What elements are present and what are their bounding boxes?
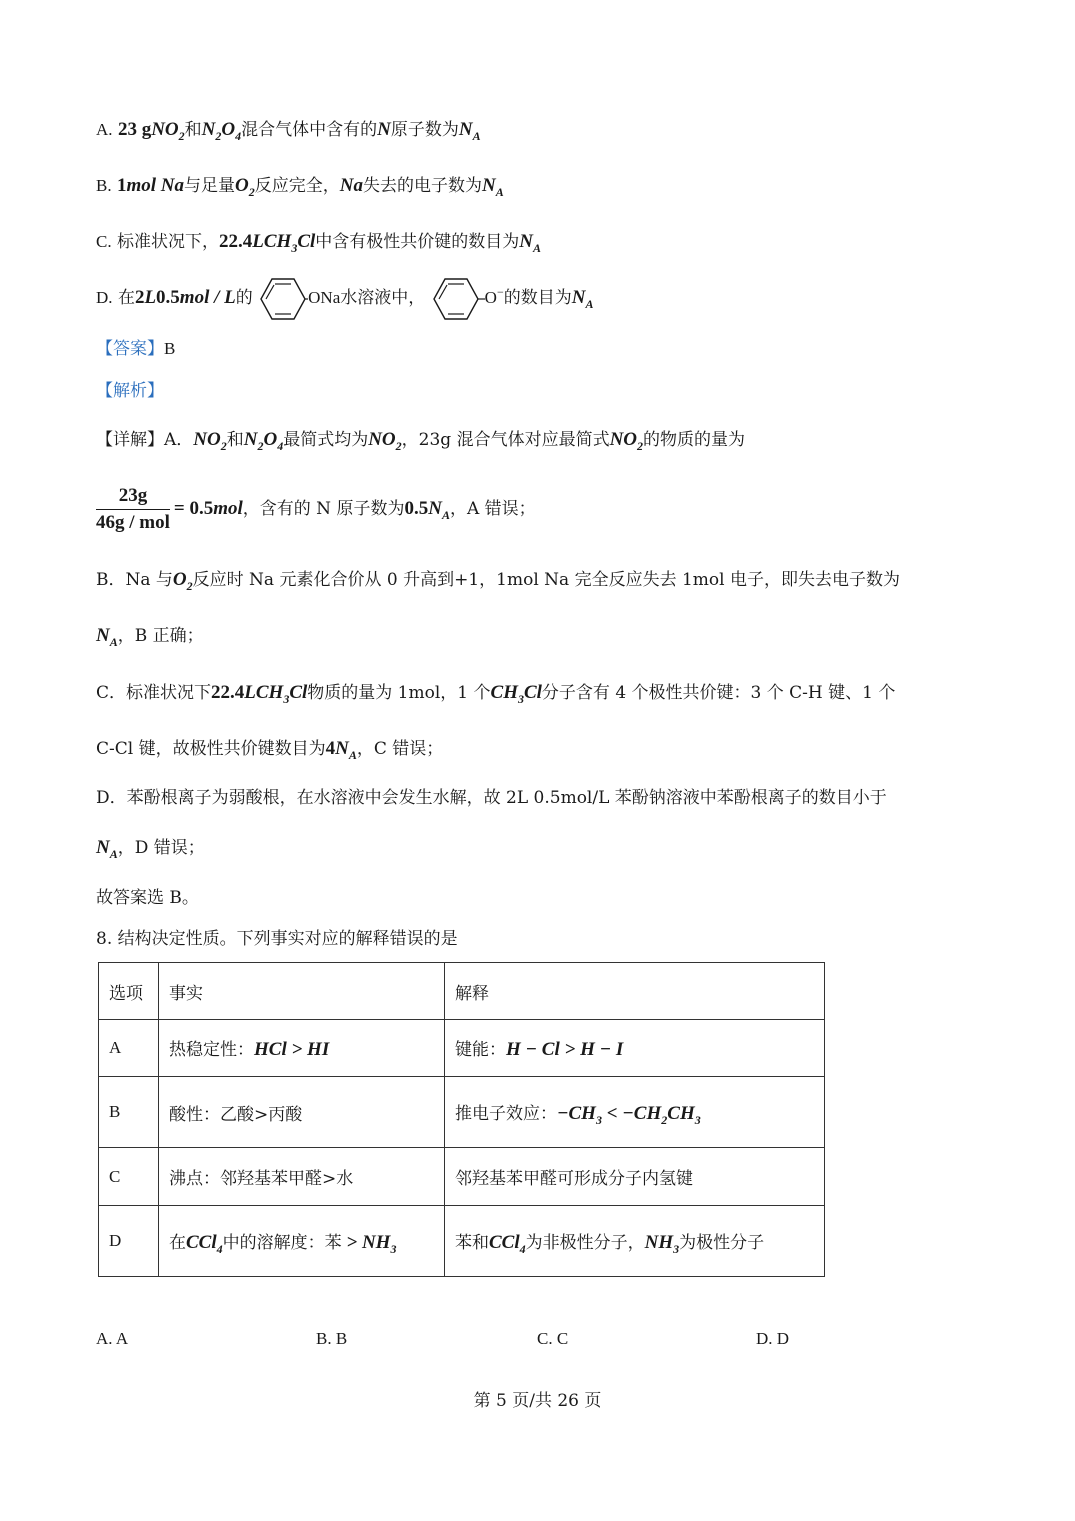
table-row: D 在CCl$_4$中的溶解度：苯 > $NH_3$ 苯和CCl$_4$为非极性分子，$NH_3$为极性分子 [99,1206,825,1277]
option-a: A. 23 gNO$_2$和$N_2O_4$混合气体中含有的N原子数为$N_A$ [96,119,481,143]
table-header-row [99,963,825,1020]
question-8-stem: 8. 结构决定性质。下列事实对应的解释错误的是 [96,929,458,949]
option-b: B. 1mol Na与足量$O_2$反应完全，Na失去的电子数为$N_A$ [96,175,504,199]
conclusion: 故答案选 B。 [96,888,199,908]
detail-a-line1: 【详解】A．$NO_2$和$N_2O_4$最简式均为$NO_2$，23g 混合气体对应最简式$NO_2$的物质的量为 [96,429,746,453]
answer-tag: 【答案】 [96,339,164,359]
table-row: A 热稳定性：HCl > HI 键能：H − Cl > H − I [99,1020,825,1077]
option-c: C. 标准状况下，$22.4LCH_3Cl$中含有极性共价键的数目为$N_A$ [96,231,542,255]
choice-d[interactable]: D. D [756,1329,790,1348]
detail-b-line1: B．Na 与$O_2$反应时 Na 元素化合价从 0 升高到+1，1mol Na 完全反应失去 1mol 电子，即失去电子数为 [96,569,900,593]
choice-a[interactable]: A. A [96,1329,129,1348]
answer-line [96,337,175,361]
page-footer: 第 5 页/共 26 页 [473,1391,602,1411]
question-8-table [98,962,825,1277]
table-header-cell: 选项 [99,963,159,1020]
option-letter: C. [96,232,112,251]
table-row: C 沸点：邻羟基苯甲醛>水 邻羟基苯甲醛可形成分子内氢键 [99,1148,825,1206]
detail-b-line2: $N_A$，B 正确； [96,625,204,649]
detail-d-line2: $N_A$，D 错误； [96,837,205,861]
choice-b[interactable]: B. B [316,1329,348,1348]
option-letter: A. [96,120,113,139]
option-d: D. 在2L0.5mol / L的 ONa水溶液中， O−的数目为$N_A$ [96,276,593,321]
option-letter: B. [96,176,112,195]
answer-value: B [164,339,176,358]
detail-a-line2: $\frac{23g}{\text{46g / mol}}$ = 0.5mol，含有的 N 原子数为$0.5N_A$，A 错误； [96,485,536,533]
analysis-tag: 【解析】 [96,381,164,401]
fraction: $\frac{23g}{\text{46g / mol}}$ [96,485,170,533]
detail-tag: 【详解】 [96,430,164,450]
benzene-ring-icon [431,277,485,321]
choice-c[interactable]: C. C [537,1329,569,1348]
table-header-cell: 事实 [159,963,445,1020]
table-row: B 酸性：乙酸>丙酸 推电子效应：$-CH_3 < -CH_2CH_3$ [99,1077,825,1148]
option-letter: D. [96,288,113,307]
detail-c-line1: C．标准状况下$22.4LCH_3Cl$物质的量为 1mol，1 个$CH_3Cl$分子含有 4 个极性共价键：3 个 C-H 键、1 个 [96,682,896,706]
detail-d-line1: D．苯酚根离子为弱酸根，在水溶液中会发生水解，故 2L 0.5mol/L 苯酚钠溶液中苯酚根离子的数目小于 [96,788,887,808]
table-header-cell: 解释 [445,963,825,1020]
benzene-ring-icon [258,277,308,321]
detail-c-line2: C-Cl 键，故极性共价键数目为$4N_A$，C 错误； [96,738,444,762]
